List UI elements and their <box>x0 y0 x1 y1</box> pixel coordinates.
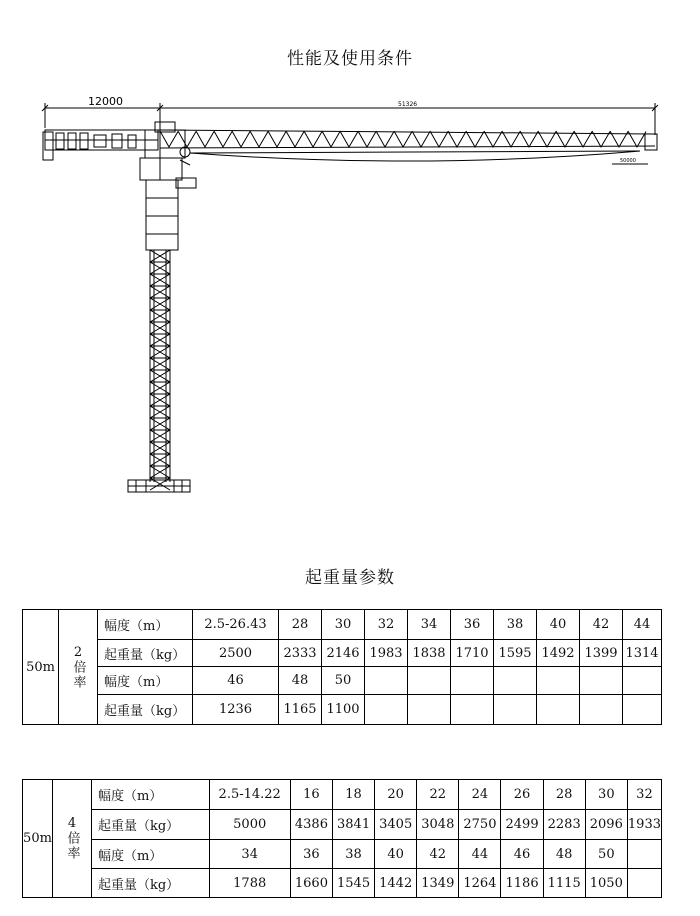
load-table-4-fall <box>22 779 662 898</box>
load-value-cell: 1165 <box>279 695 322 725</box>
radius-value-cell: 26 <box>501 780 543 810</box>
load-value-cell: 4386 <box>290 810 332 840</box>
jib-length-cell: 50m <box>23 780 53 898</box>
ratio-cell <box>52 780 91 898</box>
load-label: 起重量（kg） <box>98 695 193 725</box>
ratio-number: 4 <box>67 816 77 831</box>
load-value-cell: 1710 <box>451 640 494 667</box>
min-radius-dimension-text: 50000 <box>620 158 636 164</box>
jib-length-cell: 50m <box>23 610 59 725</box>
page-title: 性能及使用条件 <box>287 49 413 69</box>
radius-value-cell: 36 <box>451 610 494 640</box>
slewing-assembly <box>140 122 196 188</box>
ratio-cell <box>59 610 98 725</box>
radius-value-cell <box>623 667 662 695</box>
radius-value-cell: 18 <box>332 780 374 810</box>
radius-value-cell: 40 <box>537 610 580 640</box>
load-value-cell: 1545 <box>332 869 374 898</box>
radius-value-cell: 46 <box>193 667 279 695</box>
radius-value-cell <box>408 667 451 695</box>
load-value-cell: 1933 <box>627 810 661 840</box>
radius-value-cell <box>537 667 580 695</box>
load-value-cell <box>365 695 408 725</box>
counter-jib <box>43 130 158 160</box>
radius-value-cell: 2.5-26.43 <box>193 610 279 640</box>
radius-value-cell: 28 <box>543 780 585 810</box>
load-value-cell: 1050 <box>585 869 627 898</box>
radius-value-cell: 34 <box>209 840 290 869</box>
counter-jib-dimension-text: 12000 <box>88 95 123 108</box>
radius-value-cell: 32 <box>365 610 408 640</box>
load-value-cell: 1660 <box>290 869 332 898</box>
radius-value-cell: 16 <box>290 780 332 810</box>
radius-value-cell: 30 <box>322 610 365 640</box>
radius-value-cell: 32 <box>627 780 661 810</box>
load-value-cell: 1349 <box>417 869 459 898</box>
load-value-cell <box>451 695 494 725</box>
load-value-cell <box>408 695 451 725</box>
radius-value-cell: 50 <box>322 667 365 695</box>
load-value-cell: 1100 <box>322 695 365 725</box>
table-section-title: 起重量参数 <box>305 568 395 588</box>
load-value-cell: 2750 <box>459 810 501 840</box>
radius-value-cell: 24 <box>459 780 501 810</box>
radius-value-cell: 38 <box>494 610 537 640</box>
load-value-cell: 2146 <box>322 640 365 667</box>
radius-value-cell: 22 <box>417 780 459 810</box>
load-label: 起重量（kg） <box>91 869 209 898</box>
load-value-cell: 1492 <box>537 640 580 667</box>
load-value-cell: 2499 <box>501 810 543 840</box>
load-value-cell: 5000 <box>209 810 290 840</box>
jib-truss <box>160 130 657 161</box>
load-value-cell: 1983 <box>365 640 408 667</box>
radius-value-cell: 38 <box>332 840 374 869</box>
load-value-cell: 2500 <box>193 640 279 667</box>
ratio-text: 倍率 <box>70 659 86 690</box>
radius-value-cell: 48 <box>543 840 585 869</box>
load-value-cell <box>494 695 537 725</box>
load-value-cell: 3405 <box>375 810 417 840</box>
radius-value-cell: 46 <box>501 840 543 869</box>
load-value-cell <box>537 695 580 725</box>
load-value-cell: 2283 <box>543 810 585 840</box>
jib-dimension-text: 51326 <box>398 101 418 108</box>
load-value-cell: 1115 <box>543 869 585 898</box>
radius-value-cell: 50 <box>585 840 627 869</box>
load-value-cell: 1314 <box>623 640 662 667</box>
radius-value-cell: 42 <box>580 610 623 640</box>
radius-label: 幅度（m） <box>98 667 193 695</box>
radius-value-cell: 28 <box>279 610 322 640</box>
radius-label: 幅度（m） <box>91 780 209 810</box>
radius-value-cell: 30 <box>585 780 627 810</box>
radius-value-cell <box>451 667 494 695</box>
radius-value-cell <box>494 667 537 695</box>
ratio-number: 2 <box>73 644 83 660</box>
load-value-cell: 1838 <box>408 640 451 667</box>
load-value-cell: 1186 <box>501 869 543 898</box>
load-value-cell: 1788 <box>209 869 290 898</box>
radius-value-cell: 48 <box>279 667 322 695</box>
radius-value-cell: 40 <box>375 840 417 869</box>
radius-value-cell <box>580 667 623 695</box>
load-value-cell <box>627 869 661 898</box>
load-value-cell: 1236 <box>193 695 279 725</box>
load-table-2-fall <box>22 609 662 725</box>
radius-label: 幅度（m） <box>91 840 209 869</box>
radius-value-cell: 36 <box>290 840 332 869</box>
radius-value-cell: 44 <box>623 610 662 640</box>
load-value-cell: 1399 <box>580 640 623 667</box>
load-value-cell: 1595 <box>494 640 537 667</box>
radius-value-cell: 44 <box>459 840 501 869</box>
radius-value-cell: 2.5-14.22 <box>209 780 290 810</box>
load-label: 起重量（kg） <box>98 640 193 667</box>
load-value-cell: 3048 <box>417 810 459 840</box>
radius-value-cell: 42 <box>417 840 459 869</box>
radius-value-cell: 34 <box>408 610 451 640</box>
load-value-cell: 2333 <box>279 640 322 667</box>
radius-value-cell <box>365 667 408 695</box>
tower-crane-drawing <box>0 85 700 505</box>
tower-mast <box>128 180 190 492</box>
load-value-cell: 1264 <box>459 869 501 898</box>
load-label: 起重量（kg） <box>91 810 209 840</box>
radius-label: 幅度（m） <box>98 610 193 640</box>
radius-value-cell <box>627 840 661 869</box>
load-value-cell <box>623 695 662 725</box>
load-value-cell: 1442 <box>375 869 417 898</box>
ratio-text: 倍率 <box>64 831 80 861</box>
load-value-cell: 2096 <box>585 810 627 840</box>
radius-value-cell: 20 <box>375 780 417 810</box>
load-value-cell: 3841 <box>332 810 374 840</box>
load-value-cell <box>580 695 623 725</box>
